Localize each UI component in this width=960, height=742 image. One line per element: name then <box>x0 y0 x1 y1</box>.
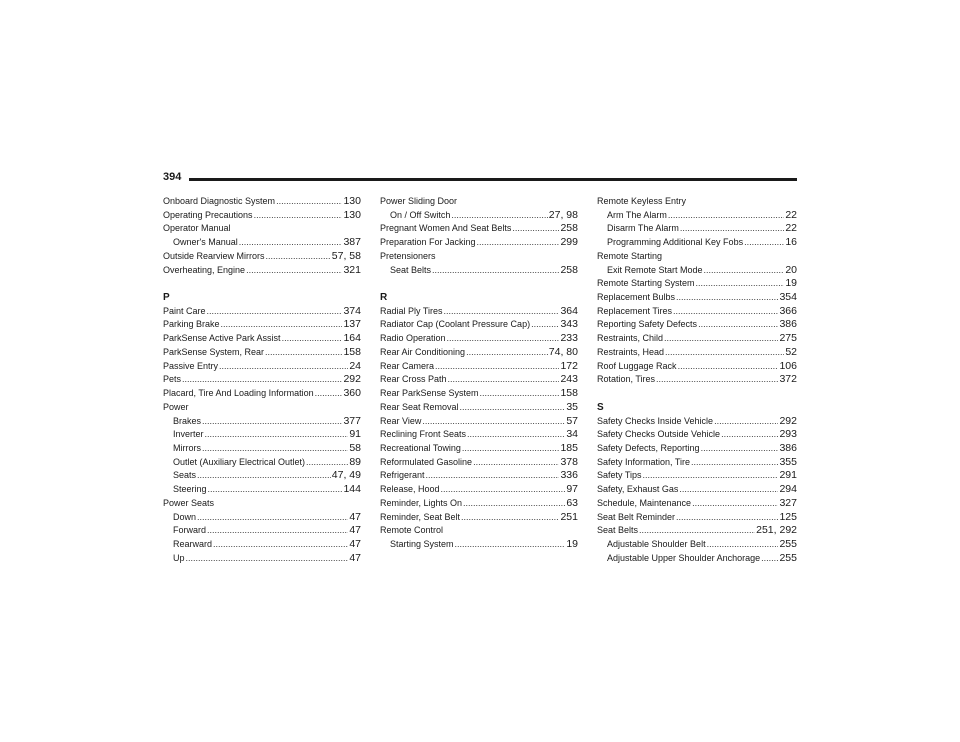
entry-page: 35 <box>566 400 578 413</box>
entry-page: 386 <box>779 318 797 331</box>
entry-term: Safety, Exhaust Gas <box>597 484 679 495</box>
entry-term: Outlet (Auxiliary Electrical Outlet) <box>173 456 306 467</box>
entry-term: Parking Brake <box>163 319 220 330</box>
index-subentry <box>597 538 797 552</box>
entry-page: 386 <box>779 441 797 454</box>
entry-page: 125 <box>779 510 797 523</box>
index-subentry <box>163 415 361 429</box>
entry-term: Reminder, Seat Belt <box>380 511 461 522</box>
index-column-2 <box>380 195 578 552</box>
entry-term: Safety Checks Outside Vehicle <box>597 429 721 440</box>
entry-page: 258 <box>560 222 578 235</box>
index-entry <box>597 277 797 291</box>
index-subentry <box>597 236 797 250</box>
entry-page: 34 <box>566 428 578 441</box>
index-subentry <box>163 511 361 525</box>
entry-term: Adjustable Upper Shoulder Anchorage <box>607 552 761 563</box>
index-entry <box>380 346 578 360</box>
index-entry <box>597 360 797 374</box>
index-entry <box>380 305 578 319</box>
index-entry <box>380 415 578 429</box>
index-entry <box>380 387 578 401</box>
entry-page: 293 <box>779 428 797 441</box>
entry-term: Brakes <box>173 415 202 426</box>
entry-term: ParkSense Active Park Assist <box>163 333 281 344</box>
entry-term: Reclining Front Seats <box>380 429 467 440</box>
entry-page: 52 <box>785 345 797 358</box>
entry-page: 321 <box>343 263 361 276</box>
entry-term: Seat Belt Reminder <box>597 511 676 522</box>
index-entry <box>380 360 578 374</box>
section-letter: P <box>163 292 170 304</box>
index-entry <box>380 483 578 497</box>
index-entry <box>163 373 361 387</box>
index-heading: Power Seats <box>163 497 215 508</box>
index-entry <box>163 195 361 209</box>
index-entry <box>380 428 578 442</box>
index-entry <box>597 346 797 360</box>
entry-term: Rear View <box>380 415 422 426</box>
index-entry <box>597 469 797 483</box>
index-entry <box>597 456 797 470</box>
entry-page: 58 <box>349 441 361 454</box>
entry-page: 158 <box>343 345 361 358</box>
entry-term: Reformulated Gasoline <box>380 456 473 467</box>
entry-page: 47 <box>349 537 361 550</box>
entry-page: 372 <box>779 373 797 386</box>
entry-term: Seats <box>173 470 197 481</box>
index-subentry <box>163 442 361 456</box>
index-subentry <box>163 456 361 470</box>
entry-page: 233 <box>560 332 578 345</box>
index-heading: Power <box>163 401 189 412</box>
entry-page: 130 <box>343 208 361 221</box>
entry-term: Safety Checks Inside Vehicle <box>597 415 714 426</box>
entry-term: Operating Precautions <box>163 209 253 220</box>
entry-page: 74, 80 <box>548 345 578 358</box>
index-entry <box>380 497 578 511</box>
index-entry <box>597 415 797 429</box>
entry-term: Rear Camera <box>380 360 435 371</box>
index-entry <box>380 318 578 332</box>
entry-term: Pets <box>163 374 182 385</box>
entry-page: 185 <box>560 441 578 454</box>
index-subentry <box>597 209 797 223</box>
entry-term: Restraints, Child <box>597 333 664 344</box>
entry-term: Seat Belts <box>597 525 639 536</box>
index-heading: Power Sliding Door <box>380 196 458 206</box>
index-heading: Remote Starting <box>597 250 663 261</box>
entry-page: 24 <box>349 359 361 372</box>
entry-page: 106 <box>779 359 797 372</box>
index-subentry <box>163 428 361 442</box>
entry-term: Disarm The Alarm <box>607 223 679 234</box>
index-subentry <box>380 264 578 278</box>
entry-page: 130 <box>343 195 361 207</box>
index-entry <box>597 318 797 332</box>
entry-page: 291 <box>779 469 797 482</box>
entry-page: 91 <box>349 428 361 441</box>
index-entry <box>163 332 361 346</box>
entry-page: 89 <box>349 455 361 468</box>
entry-term: Release, Hood <box>380 484 440 495</box>
entry-term: Radio Operation <box>380 333 446 344</box>
entry-term: Radiator Cap (Coolant Pressure Cap) <box>380 319 531 330</box>
index-entry <box>380 511 578 525</box>
entry-page: 16 <box>785 236 797 249</box>
entry-term: Onboard Diagnostic System <box>163 196 276 206</box>
entry-term: Mirrors <box>173 442 201 453</box>
index-entry <box>380 456 578 470</box>
entry-term: Replacement Bulbs <box>597 292 676 303</box>
entry-term: Programming Additional Key Fobs <box>607 237 744 248</box>
index-subentry <box>163 524 361 538</box>
index-entry <box>380 236 578 250</box>
index-entry <box>597 442 797 456</box>
entry-term: Owner's Manual <box>173 237 238 248</box>
index-entry <box>380 332 578 346</box>
entry-page: 255 <box>779 551 797 564</box>
entry-page: 22 <box>785 208 797 221</box>
entry-page: 47 <box>349 551 361 564</box>
entry-term: Steering <box>173 484 207 495</box>
entry-term: Rear Cross Path <box>380 374 447 385</box>
entry-page: 387 <box>343 236 361 249</box>
entry-page: 251 <box>560 510 578 523</box>
entry-term: Restraints, Head <box>597 346 665 357</box>
entry-term: Refrigerant <box>380 470 425 481</box>
index-entry <box>163 250 361 264</box>
entry-page: 377 <box>343 414 361 427</box>
entry-term: Inverter <box>173 429 204 440</box>
entry-page: 57, 58 <box>331 249 361 262</box>
index-entry <box>597 332 797 346</box>
entry-term: Pregnant Women And Seat Belts <box>380 223 512 234</box>
entry-term: Safety Tips <box>597 470 642 481</box>
entry-term: Rotation, Tires <box>597 374 656 385</box>
index-entry <box>597 511 797 525</box>
entry-term: Adjustable Shoulder Belt <box>607 538 706 549</box>
entry-page: 251, 292 <box>756 524 797 537</box>
entry-page: 336 <box>560 469 578 482</box>
index-entry <box>597 497 797 511</box>
entry-term: Rearward <box>173 538 213 549</box>
index-entry <box>380 373 578 387</box>
entry-page: 292 <box>343 373 361 386</box>
entry-page: 294 <box>779 483 797 496</box>
index-entry <box>163 318 361 332</box>
entry-page: 20 <box>785 263 797 276</box>
entry-page: 22 <box>785 222 797 235</box>
index-heading: Operator Manual <box>163 223 231 234</box>
entry-term: Seat Belts <box>390 264 432 275</box>
entry-page: 164 <box>343 332 361 345</box>
index-entry <box>163 387 361 401</box>
entry-term: Rear Air Conditioning <box>380 346 466 357</box>
entry-page: 327 <box>779 496 797 509</box>
entry-term: Placard, Tire And Loading Information <box>163 388 314 399</box>
index-entry <box>597 483 797 497</box>
entry-term: Down <box>173 511 197 522</box>
entry-page: 299 <box>560 236 578 249</box>
index-subentry <box>597 264 797 278</box>
entry-term: ParkSense System, Rear <box>163 346 265 357</box>
entry-term: Paint Care <box>163 305 206 316</box>
entry-term: Safety Information, Tire <box>597 456 691 467</box>
index-subentry <box>597 552 797 566</box>
section-letter: R <box>380 292 388 304</box>
entry-term: Exit Remote Start Mode <box>607 264 703 275</box>
index-entry <box>380 401 578 415</box>
index-entry <box>597 305 797 319</box>
index-entry <box>597 524 797 538</box>
index-subentry <box>380 538 578 552</box>
entry-term: Arm The Alarm <box>607 209 667 220</box>
entry-page: 137 <box>343 318 361 331</box>
index-subentry <box>163 469 361 483</box>
entry-term: Replacement Tires <box>597 305 673 316</box>
index-entry <box>597 428 797 442</box>
entry-term: Roof Luggage Rack <box>597 360 677 371</box>
index-column-3 <box>597 195 797 565</box>
entry-page: 360 <box>343 387 361 400</box>
entry-page: 255 <box>779 537 797 550</box>
index-subentry <box>163 483 361 497</box>
entry-page: 258 <box>560 263 578 276</box>
index-entry <box>163 360 361 374</box>
entry-term: Rear Seat Removal <box>380 401 459 412</box>
index-heading: Pretensioners <box>380 250 436 261</box>
entry-page: 97 <box>566 483 578 496</box>
index-entry <box>380 442 578 456</box>
entry-page: 63 <box>566 496 578 509</box>
index-entry <box>597 291 797 305</box>
entry-term: Schedule, Maintenance <box>597 497 692 508</box>
entry-page: 47 <box>349 524 361 537</box>
entry-page: 343 <box>560 318 578 331</box>
entry-page: 158 <box>560 387 578 400</box>
entry-page: 47, 49 <box>331 469 361 482</box>
entry-term: Overheating, Engine <box>163 264 246 275</box>
entry-term: Radial Ply Tires <box>380 305 443 316</box>
entry-term: Reporting Safety Defects <box>597 319 698 330</box>
index-subentry <box>163 236 361 250</box>
index-heading: Remote Keyless Entry <box>597 196 687 206</box>
entry-page: 47 <box>349 510 361 523</box>
entry-term: Safety Defects, Reporting <box>597 442 700 453</box>
entry-page: 19 <box>566 537 578 550</box>
index-subentry <box>163 552 361 566</box>
entry-page: 27, 98 <box>548 208 578 221</box>
index-entry <box>163 209 361 223</box>
entry-term: Starting System <box>390 538 454 549</box>
entry-term: On / Off Switch <box>390 209 451 220</box>
entry-page: 144 <box>343 483 361 496</box>
index-entry <box>163 264 361 278</box>
entry-page: 354 <box>779 291 797 304</box>
entry-page: 355 <box>779 455 797 468</box>
entry-page: 374 <box>343 304 361 317</box>
entry-page: 172 <box>560 359 578 372</box>
index-entry <box>163 346 361 360</box>
index-heading: Remote Control <box>380 525 444 536</box>
entry-term: Up <box>173 552 185 563</box>
index-entry <box>380 469 578 483</box>
entry-term: Passive Entry <box>163 360 219 371</box>
index-column-1 <box>163 195 361 565</box>
entry-page: 19 <box>785 277 797 290</box>
entry-term: Reminder, Lights On <box>380 497 463 508</box>
entry-page: 378 <box>560 455 578 468</box>
entry-term: Preparation For Jacking <box>380 237 476 248</box>
index-entry <box>163 305 361 319</box>
header-rule <box>189 178 797 181</box>
index-subentry <box>380 209 578 223</box>
entry-page: 366 <box>779 304 797 317</box>
index-subentry <box>163 538 361 552</box>
entry-term: Remote Starting System <box>597 278 695 289</box>
section-letter: S <box>597 401 604 413</box>
index-entry <box>597 373 797 387</box>
entry-term: Recreational Towing <box>380 442 461 453</box>
entry-term: Outside Rearview Mirrors <box>163 250 265 261</box>
page-number: 394 <box>163 171 182 183</box>
entry-page: 364 <box>560 304 578 317</box>
entry-term: Rear ParkSense System <box>380 388 479 399</box>
entry-page: 243 <box>560 373 578 386</box>
index-entry <box>380 222 578 236</box>
index-subentry <box>597 222 797 236</box>
entry-page: 275 <box>779 332 797 345</box>
entry-page: 292 <box>779 414 797 427</box>
entry-term: Forward <box>173 525 207 536</box>
entry-page: 57 <box>566 414 578 427</box>
